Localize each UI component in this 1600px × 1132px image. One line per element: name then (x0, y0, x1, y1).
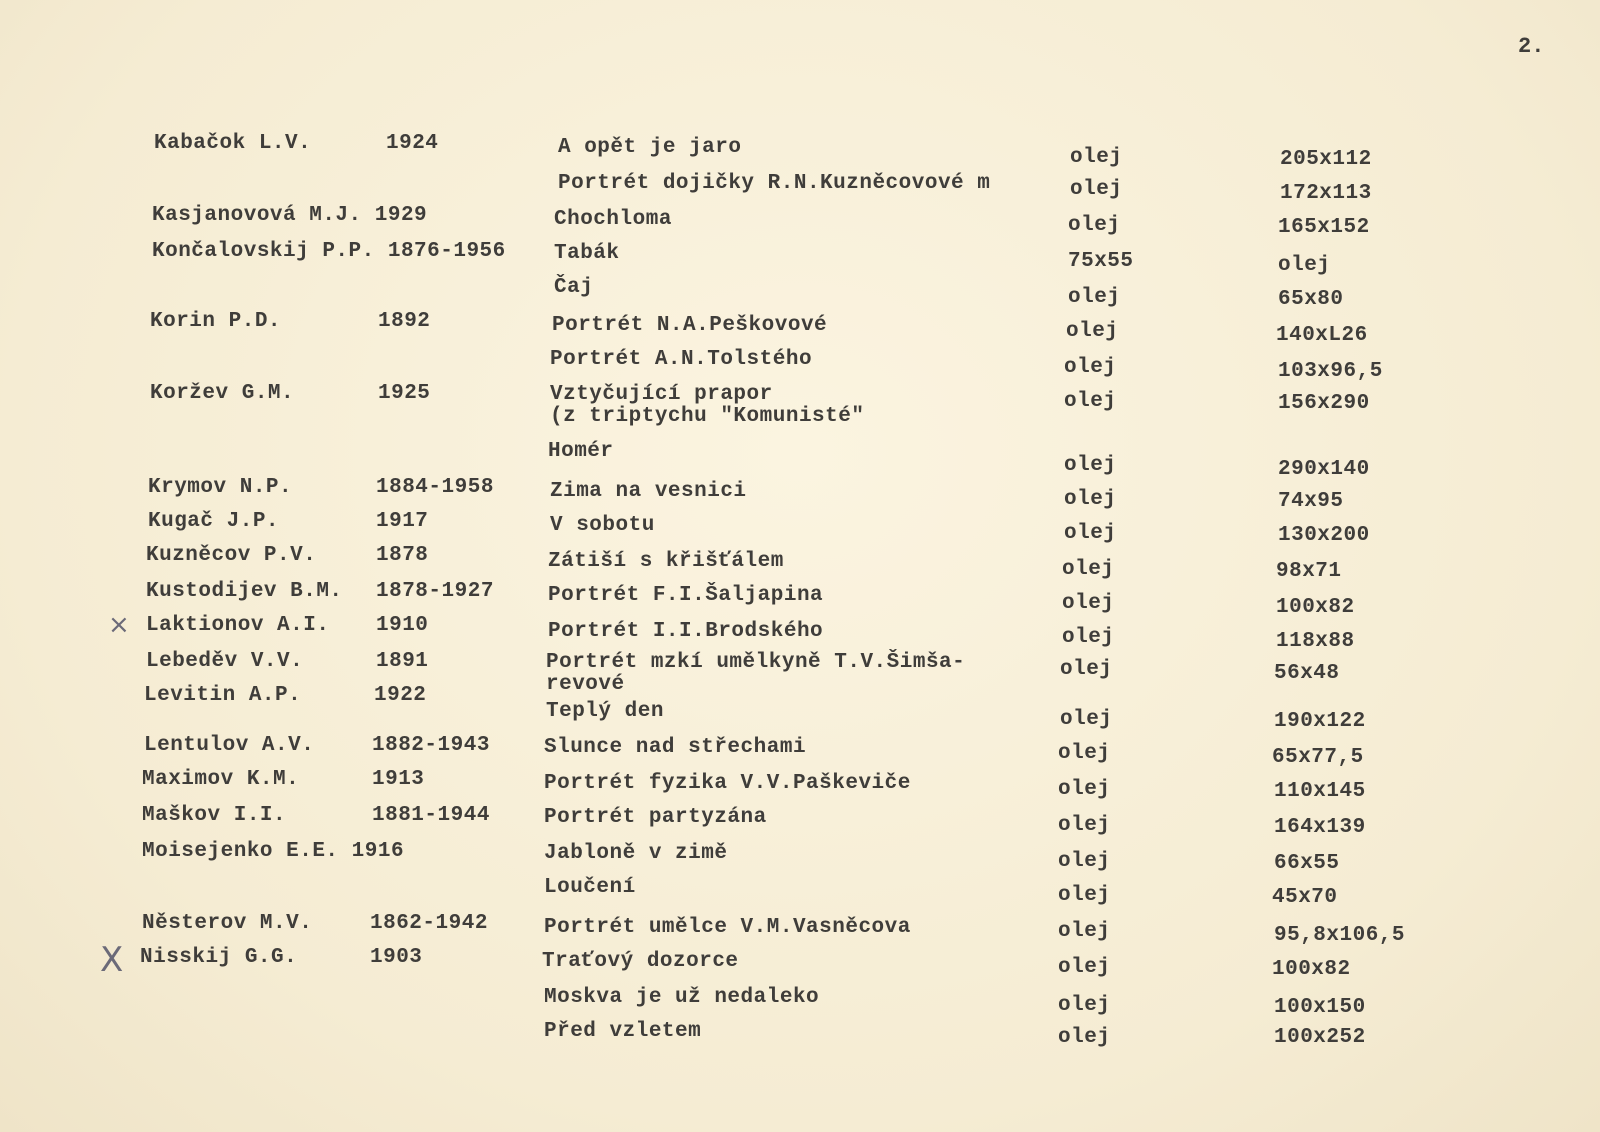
handwritten-cross-mark: X (100, 940, 124, 980)
artwork-title: Před vzletem (544, 1020, 702, 1043)
artist-name: Levitin A.P. (144, 684, 302, 707)
artwork-medium: olej (1064, 454, 1117, 477)
artwork-title-line1: Vztyčující prapor (550, 383, 773, 406)
artist-name: Něsterov M.V. (142, 912, 313, 935)
artwork-medium: olej (1064, 390, 1117, 413)
artist-name: Maškov I.I. (142, 804, 287, 827)
artist-years: 1913 (372, 768, 425, 791)
artist-name: Krymov N.P. (148, 476, 293, 499)
artwork-medium: olej (1058, 850, 1111, 873)
artwork-title-line1: Portrét mzkí umělkyně T.V.Šimša- (546, 651, 966, 674)
artwork-size: 65x77,5 (1272, 746, 1364, 769)
artwork-medium: olej (1058, 994, 1111, 1017)
artist-years: 1892 (378, 310, 431, 333)
artwork-size: 172x113 (1280, 182, 1372, 205)
artwork-size: 65x80 (1278, 288, 1344, 311)
artist-name: Končalovskij P.P. 1876-1956 (152, 240, 506, 263)
artist-name: Moisejenko E.E. 1916 (142, 840, 405, 863)
artist-years: 1884-1958 (376, 476, 494, 499)
artist-name: Kasjanovová M.J. 1929 (152, 204, 428, 227)
artwork-title (546, 652, 965, 696)
artwork-medium: olej (1058, 742, 1111, 765)
artwork-size: 56x48 (1274, 662, 1340, 685)
artist-years: 1878-1927 (376, 580, 494, 603)
artwork-title (550, 384, 864, 428)
artwork-title: Jabloně v zimě (544, 842, 728, 865)
artist-name: Laktionov A.I. (146, 614, 330, 637)
artwork-medium: olej (1060, 708, 1113, 731)
artwork-medium: olej (1058, 920, 1111, 943)
artwork-medium: olej (1062, 558, 1115, 581)
artwork-medium: 75x55 (1068, 250, 1134, 273)
artwork-title-line2: revové (546, 673, 625, 696)
artwork-medium: olej (1066, 320, 1119, 343)
artist-name: Kuzněcov P.V. (146, 544, 317, 567)
artist-name: Kugač J.P. (148, 510, 280, 533)
artist-name: Nisskij G.G. (140, 946, 298, 969)
artist-name: Koržev G.M. (150, 382, 295, 405)
artwork-title: Homér (548, 440, 614, 463)
artwork-size: 140xL26 (1276, 324, 1368, 347)
artwork-size: 156x290 (1278, 392, 1370, 415)
artwork-size: 164x139 (1274, 816, 1366, 839)
artwork-size: olej (1278, 254, 1331, 277)
artwork-medium: olej (1062, 592, 1115, 615)
artist-years: 1862-1942 (370, 912, 488, 935)
artwork-title: Portrét N.A.Peškovové (552, 314, 828, 337)
artist-years: 1882-1943 (372, 734, 490, 757)
artwork-title: Slunce nad střechami (544, 736, 807, 759)
artwork-size: 100x82 (1272, 958, 1351, 981)
handwritten-check-mark: × (108, 610, 130, 640)
artwork-medium: olej (1064, 356, 1117, 379)
artist-name: Lentulov A.V. (144, 734, 315, 757)
artwork-title: Portrét dojičky R.N.Kuzněcovové m (558, 172, 991, 195)
artist-years: 1922 (374, 684, 427, 707)
artwork-medium: olej (1060, 658, 1113, 681)
artwork-medium: olej (1058, 884, 1111, 907)
artwork-medium: olej (1068, 214, 1121, 237)
artwork-size: 98x71 (1276, 560, 1342, 583)
artwork-size: 110x145 (1274, 780, 1366, 803)
artwork-title: Tabák (554, 242, 620, 265)
artwork-size: 130x200 (1278, 524, 1370, 547)
artwork-medium: olej (1058, 1026, 1111, 1049)
artwork-medium: olej (1070, 178, 1123, 201)
artist-years: 1917 (376, 510, 429, 533)
artwork-medium: olej (1062, 626, 1115, 649)
artist-name: Korin P.D. (150, 310, 282, 333)
artwork-size: 118x88 (1276, 630, 1355, 653)
artwork-title: A opět je jaro (558, 136, 742, 159)
artwork-title: Zátiší s křišťálem (548, 550, 784, 573)
artist-years: 1891 (376, 650, 429, 673)
artwork-size: 205x112 (1280, 148, 1372, 171)
artwork-medium: olej (1068, 286, 1121, 309)
artist-name: Kustodijev B.M. (146, 580, 343, 603)
artist-name: Lebeděv V.V. (146, 650, 304, 673)
artwork-title: Čaj (554, 276, 594, 299)
artist-years: 1910 (376, 614, 429, 637)
artwork-size: 165x152 (1278, 216, 1370, 239)
artwork-title: Chochloma (554, 208, 672, 231)
artwork-size: 100x252 (1274, 1026, 1366, 1049)
artwork-size: 190x122 (1274, 710, 1366, 733)
artwork-title: Portrét I.I.Brodského (548, 620, 824, 643)
artwork-size: 66x55 (1274, 852, 1340, 875)
artist-years: 1903 (370, 946, 423, 969)
artwork-title: Portrét F.I.Šaljapina (548, 584, 824, 607)
artwork-title: Traťový dozorce (542, 950, 739, 973)
artwork-title: Portrét fyzika V.V.Paškeviče (544, 772, 911, 795)
artwork-medium: olej (1058, 814, 1111, 837)
page-number: 2. (1518, 34, 1545, 59)
artwork-title: Moskva je už nedaleko (544, 986, 820, 1009)
artist-name: Maximov K.M. (142, 768, 300, 791)
artwork-title: Portrét partyzána (544, 806, 767, 829)
artwork-title: Portrét A.N.Tolstého (550, 348, 813, 371)
artist-years: 1881-1944 (372, 804, 490, 827)
artwork-size: 74x95 (1278, 490, 1344, 513)
artwork-size: 290x140 (1278, 458, 1370, 481)
artist-years: 1924 (386, 132, 439, 155)
artwork-size: 45x70 (1272, 886, 1338, 909)
artwork-title-line2: (z triptychu "Komunisté" (550, 405, 865, 428)
artwork-size: 103x96,5 (1278, 360, 1383, 383)
artist-name: Kabačok L.V. (154, 132, 312, 155)
artwork-size: 100x150 (1274, 996, 1366, 1019)
artwork-medium: olej (1064, 488, 1117, 511)
artist-years: 1925 (378, 382, 431, 405)
artwork-title: Zima na vesnici (550, 480, 747, 503)
artwork-title: Portrét umělce V.M.Vasněcova (544, 916, 911, 939)
artwork-title: Teplý den (546, 700, 664, 723)
artwork-medium: olej (1058, 956, 1111, 979)
artwork-medium: olej (1064, 522, 1117, 545)
artwork-size: 100x82 (1276, 596, 1355, 619)
artist-years: 1878 (376, 544, 429, 567)
artwork-medium: olej (1058, 778, 1111, 801)
artwork-size: 95,8x106,5 (1274, 924, 1406, 947)
artwork-medium: olej (1070, 146, 1123, 169)
artwork-title: V sobotu (550, 514, 655, 537)
artwork-title: Loučení (544, 876, 636, 899)
